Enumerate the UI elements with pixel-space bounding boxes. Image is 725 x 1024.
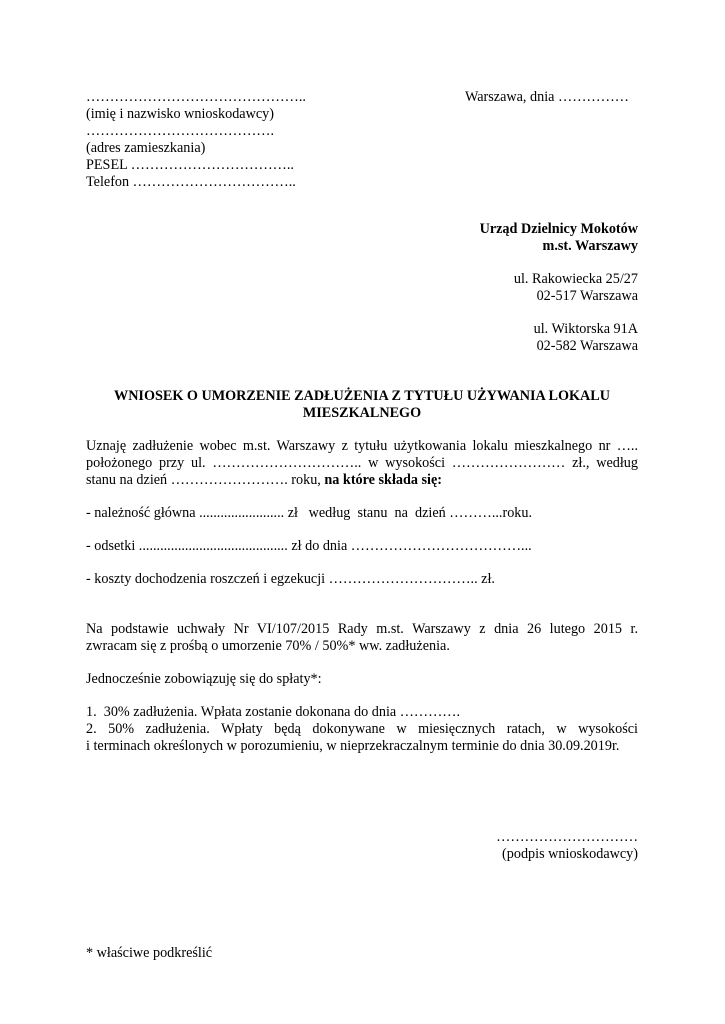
recipient-name-line2: m.st. Warszawy <box>542 238 638 254</box>
option-1: 1. 30% zadłużenia. Wpłata zostanie dokonana do dnia …………. <box>86 704 461 720</box>
recipient-address2-line2: 02-582 Warszawa <box>536 338 638 354</box>
recipient-address1-line2: 02-517 Warszawa <box>536 288 638 304</box>
commitment-text: Jednocześnie zobowiązuję się do spłaty*: <box>86 671 322 687</box>
footnote: * właściwe podkreślić <box>86 945 213 961</box>
intro-line3-text: stanu na dzień ……………………. roku, <box>86 472 325 488</box>
intro-line3-bold: na które składa się: <box>324 472 442 488</box>
signature-dots: ………………………… <box>496 829 638 845</box>
recipient-name-line1: Urząd Dzielnicy Mokotów <box>479 221 638 237</box>
sender-address-label: (adres zamieszkania) <box>86 140 206 156</box>
signature-label: (podpis wnioskodawcy) <box>502 846 638 862</box>
document-title-line2: MIESZKALNEGO <box>302 405 422 421</box>
intro-line2: położonego przy ul. ………………………….. w wysokości …………………… zł., według <box>86 455 638 471</box>
recipient-address2-line1: ul. Wiktorska 91A <box>533 321 638 337</box>
basis-line2: zwracam się z prośbą o umorzenie 70% / 50%* ww. zadłużenia. <box>86 638 450 654</box>
sender-name-dots: ……………………………………….. <box>86 89 306 105</box>
basis-line1: Na podstawie uchwały Nr VI/107/2015 Rady m.st. Warszawy z dnia 26 lutego 2015 r. <box>86 621 638 637</box>
sender-name-label: (imię i nazwisko wnioskodawcy) <box>86 106 274 122</box>
intro-line1: Uznaję zadłużenie wobec m.st. Warszawy z tytułu użytkowania lokalu mieszkalnego nr ….. <box>86 438 638 454</box>
option-2-line1: 2. 50% zadłużenia. Wpłaty będą dokonywane w miesięcznych ratach, w wysokości <box>86 721 638 737</box>
place-date: Warszawa, dnia …………… <box>465 89 629 105</box>
item-interest: - odsetki .......................................... zł do dnia ………………………………... <box>86 538 532 554</box>
recipient-address1-line1: ul. Rakowiecka 25/27 <box>513 271 638 287</box>
item-costs: - koszty dochodzenia roszczeń i egzekucji ………………………….. zł. <box>86 571 495 587</box>
intro-line3 <box>86 472 638 489</box>
document-title-line1: WNIOSEK O UMORZENIE ZADŁUŻENIA Z TYTUŁU UŻYWANIA LOKALU <box>114 388 610 404</box>
item-principal: - należność główna ........................ zł według stanu na dzień ………...roku. <box>86 505 533 521</box>
sender-phone: Telefon …………………………….. <box>86 174 296 190</box>
sender-address-dots: …………………………………. <box>86 123 274 139</box>
sender-pesel: PESEL …………………………….. <box>86 157 294 173</box>
option-2-line2: i terminach określonych w porozumieniu, w nieprzekraczalnym terminie do dnia 30.09.2019r. <box>86 738 620 754</box>
